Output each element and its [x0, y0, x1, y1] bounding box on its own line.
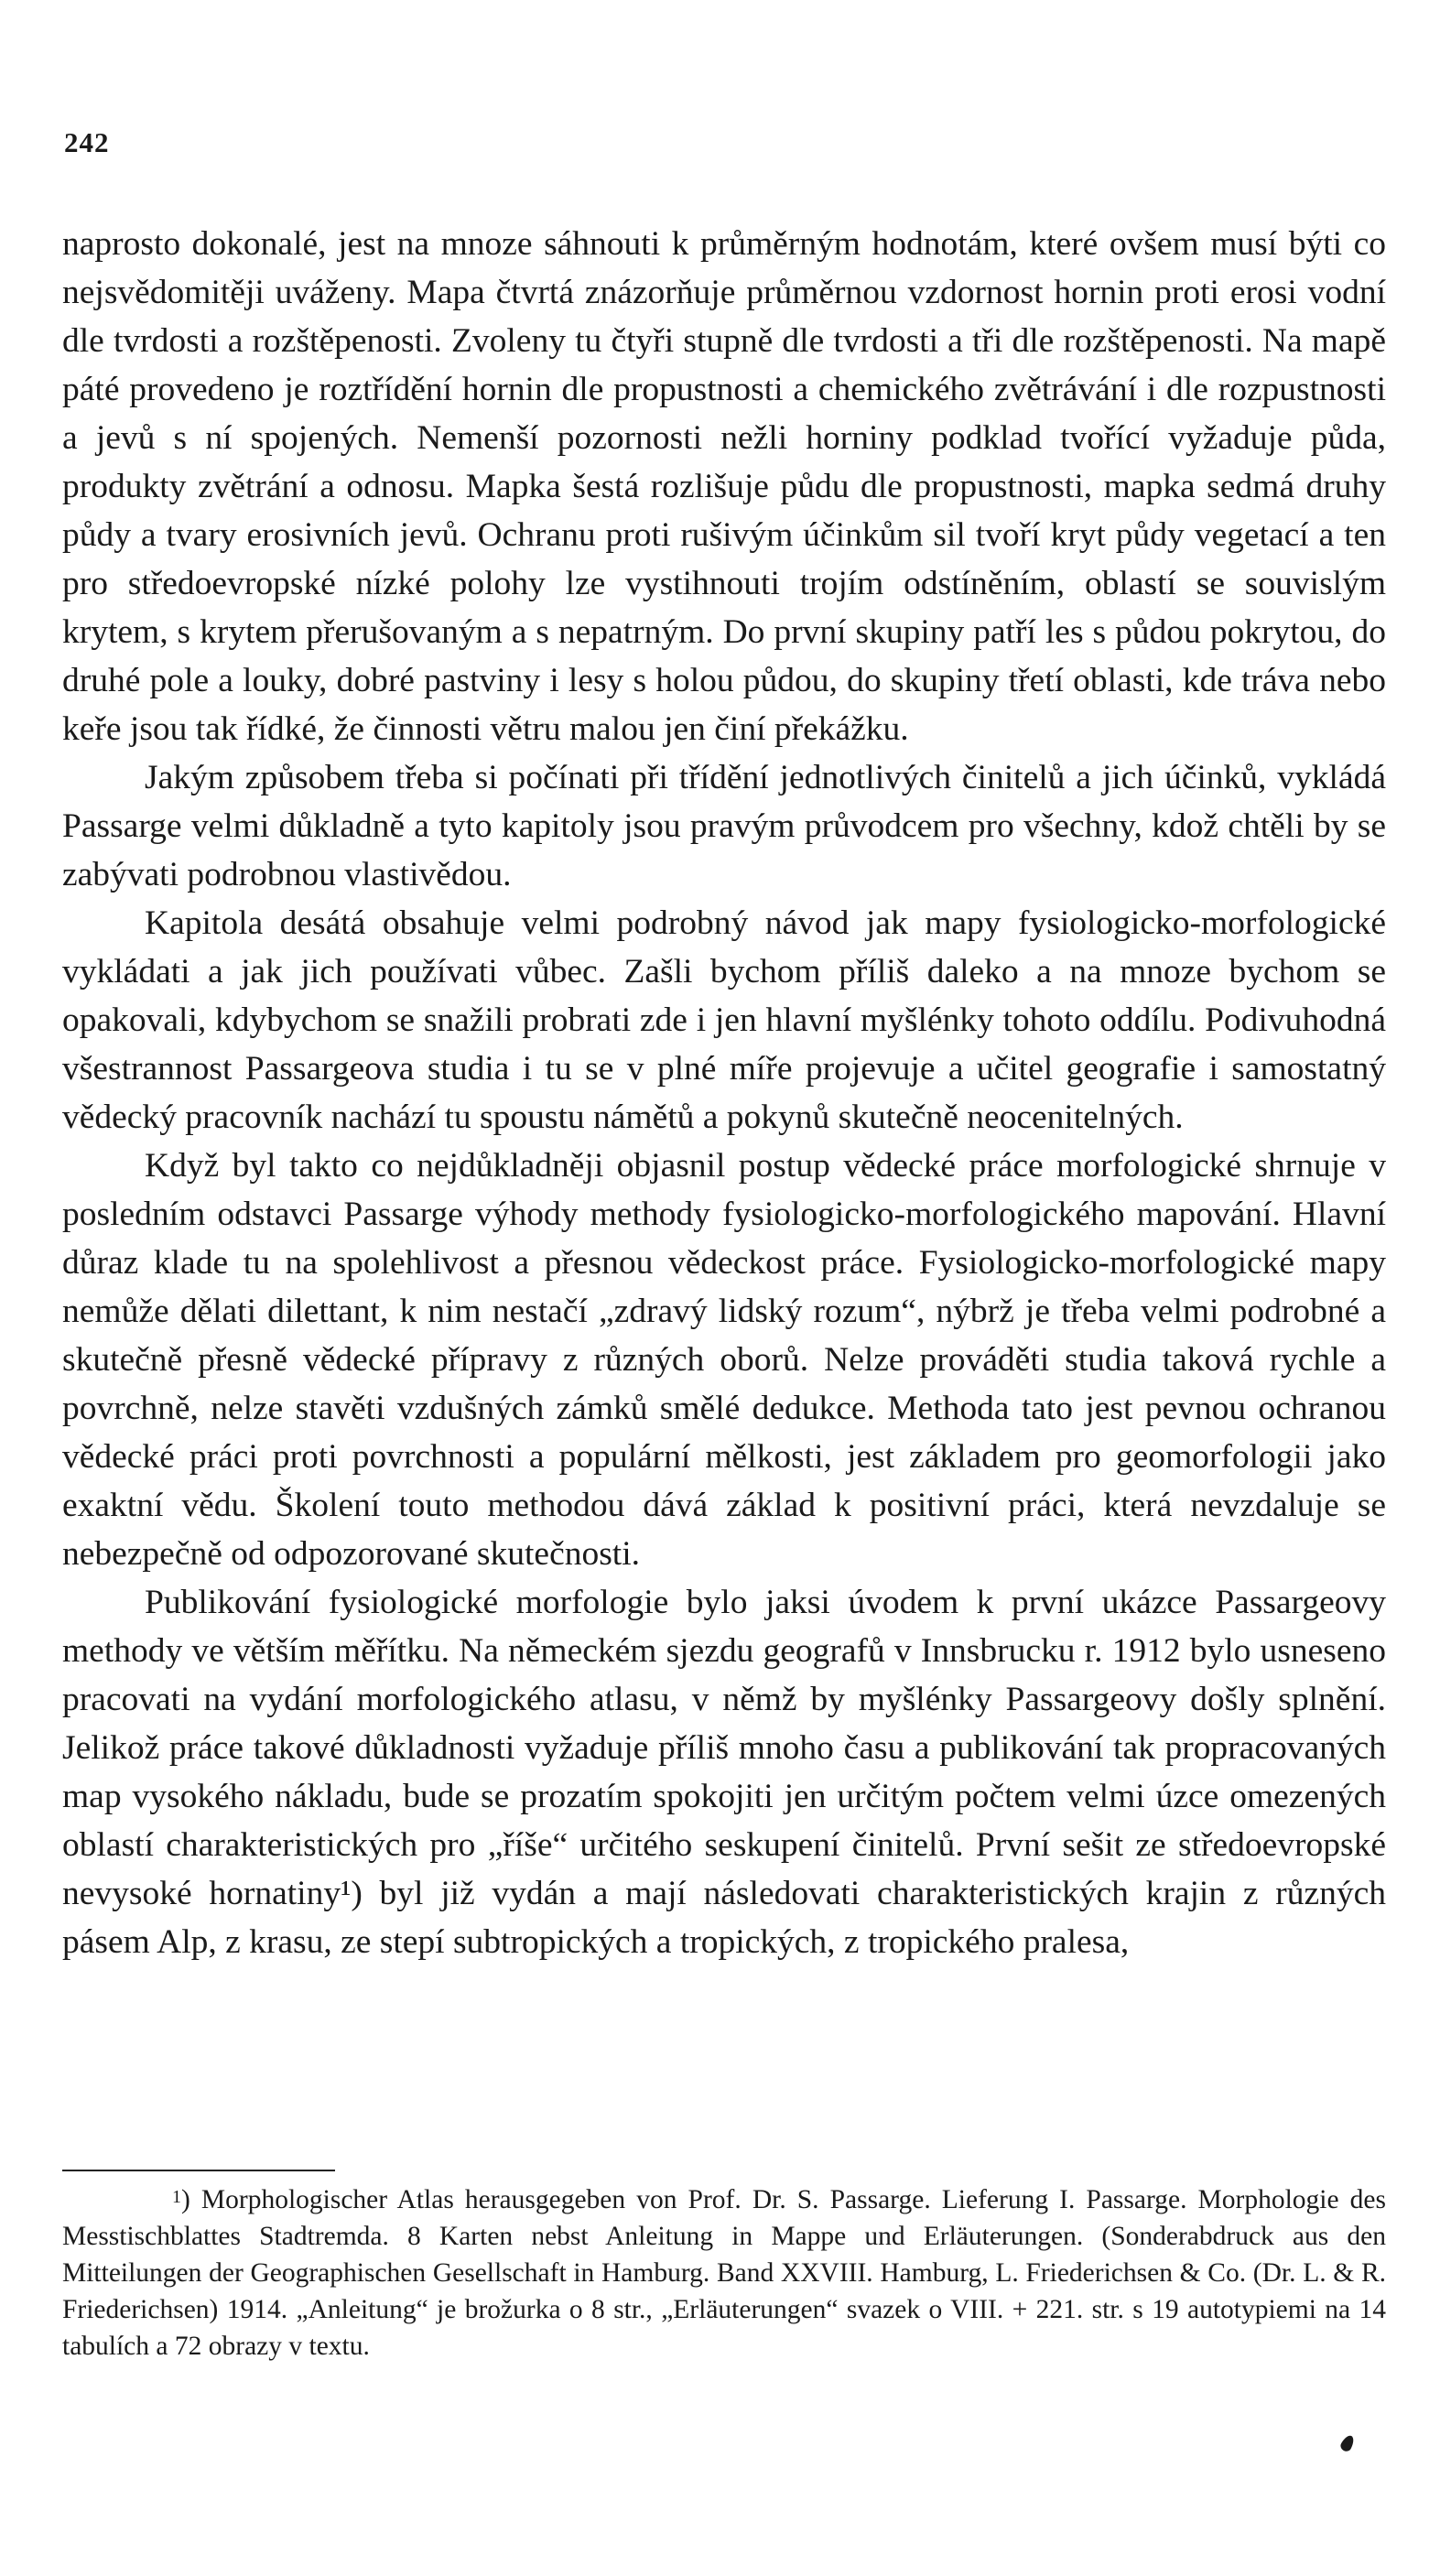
page-number: 242 [64, 126, 110, 158]
paragraph: Když byl takto co nejdůkladněji objasnil postup vědecké práce morfologické shrnuje v posledním odstavci Passarge výhody methody fysiologicko-morfologického mapování. Hlavní důraz klade tu na spolehlivost a přesnou vědeckost práce. Fysiologicko-morfologické mapy nemůže dělati dilettant, k nim nestačí „zdravý lidský rozum“, nýbrž je třeba velmi podrobné a skutečně přesně vědecké přípravy z různých oborů. Nelze prováděti studia taková rychle a povrchně, nelze stavěti vzdušných zámků smělé dedukce. Methoda tato jest pevnou ochranou vědecké práci proti povrchnosti a populární mělkosti, jest základem pro geomorfologii jako exaktní vědu. Školení touto methodou dává základ k positivní práci, která nevzdaluje se nebezpečně od odpozorované skutečnosti. [62, 1147, 1386, 1573]
footnote [62, 2181, 1386, 2365]
footnote-text: ) Morphologischer Atlas herausgegeben von Prof. Dr. S. Passarge. Lieferung I. Passarge. Morphologie des Messtischblattes Stadtremda. 8 Karten nebst Anleitung in Mappe und Erläuterungen. (Sonderabdruck aus den Mitteilungen der Geographischen Gesellschaft in Hamburg. Band XXVIII. Hamburg, L. Friederichsen & Co. (Dr. L. & R. Friederichsen) 1914. „Anleitung“ je brožurka o 8 str., „Erläuterungen“ svazek o VIII. + 221. str. s 19 autotypiemi na 14 tabulích a 72 obrazy v textu. [62, 2185, 1386, 2361]
paragraph: Jakým způsobem třeba si počínati při třídění jednotlivých činitelů a jich účinků, vykládá Passarge velmi důkladně a tyto kapitoly jsou pravým průvodcem pro všechny, kdož chtěli by se zabývati podrobnou vlastivědou. [62, 759, 1386, 893]
paragraph: Kapitola desátá obsahuje velmi podrobný návod jak mapy fysiologicko-morfologické vykládati a jak jich používati vůbec. Zašli bychom příliš daleko a na mnoze bychom se opakovali, kdybychom se snažili probrati zde i jen hlavní myšlénky tohoto oddílu. Podivuhodná všestrannost Passargeova studia i tu se v plné míře projevuje a učitel geografie i samostatný vědecký pracovník nachází tu spoustu námětů a pokynů skutečně neocenitelných. [62, 904, 1386, 1136]
body-text [62, 220, 1386, 1966]
footnote-divider [62, 2170, 335, 2171]
paragraph: Publikování fysiologické morfologie bylo jaksi úvodem k první ukázce Passargeovy methody ve větším měřítku. Na německém sjezdu geografů v Innsbrucku r. 1912 bylo usneseno pracovati na vydání morfologického atlasu, v němž by myšlénky Passargeovy došly splnění. Jelikož práce takové důkladnosti vyžaduje příliš mnoho času a publikování tak propracovaných map vysokého nákladu, bude se prozatím spokojiti jen určitým počtem velmi úzce omezených oblastí charakteristických pro „říše“ určitého seskupení činitelů. První sešit ze středoevropské nevysoké hornatiny¹) byl již vydán a mají následovati charakteristických krajin z různých pásem Alp, z krasu, ze stepí subtropických a tropických, z tropického pralesa, [62, 1584, 1386, 1961]
footnote-marker: 1 [172, 2187, 181, 2207]
ink-speck [1338, 2433, 1356, 2453]
paragraph: naprosto dokonalé, jest na mnoze sáhnouti k průměrným hodnotám, které ovšem musí býti co nejsvědomitěji uváženy. Mapa čtvrtá znázorňuje průměrnou vzdornost hornin proti erosi vodní dle tvrdosti a rozštěpenosti. Zvoleny tu čtyři stupně dle tvrdosti a tři dle rozštěpenosti. Na mapě páté provedeno je roztřídění hornin dle propustnosti a chemického zvětrávání i dle rozpustnosti a jevů s ní spojených. Nemenší pozornosti nežli horniny podklad tvořící vyžaduje půda, produkty zvětrání a odnosu. Mapka šestá rozlišuje půdu dle propustnosti, mapka sedmá druhy půdy a tvary erosivních jevů. Ochranu proti rušivým účinkům sil tvoří kryt půdy vegetací a ten pro středoevropské nízké polohy lze vystihnouti trojím odstíněním, oblastí se souvislým krytem, s krytem přerušovaným a s nepatrným. Do první skupiny patří les s půdou pokrytou, do druhé pole a louky, dobré pastviny i lesy s holou půdou, do skupiny třetí oblasti, kde tráva nebo keře jsou tak řídké, že činnosti větru malou jen činí překážku. [62, 225, 1386, 748]
